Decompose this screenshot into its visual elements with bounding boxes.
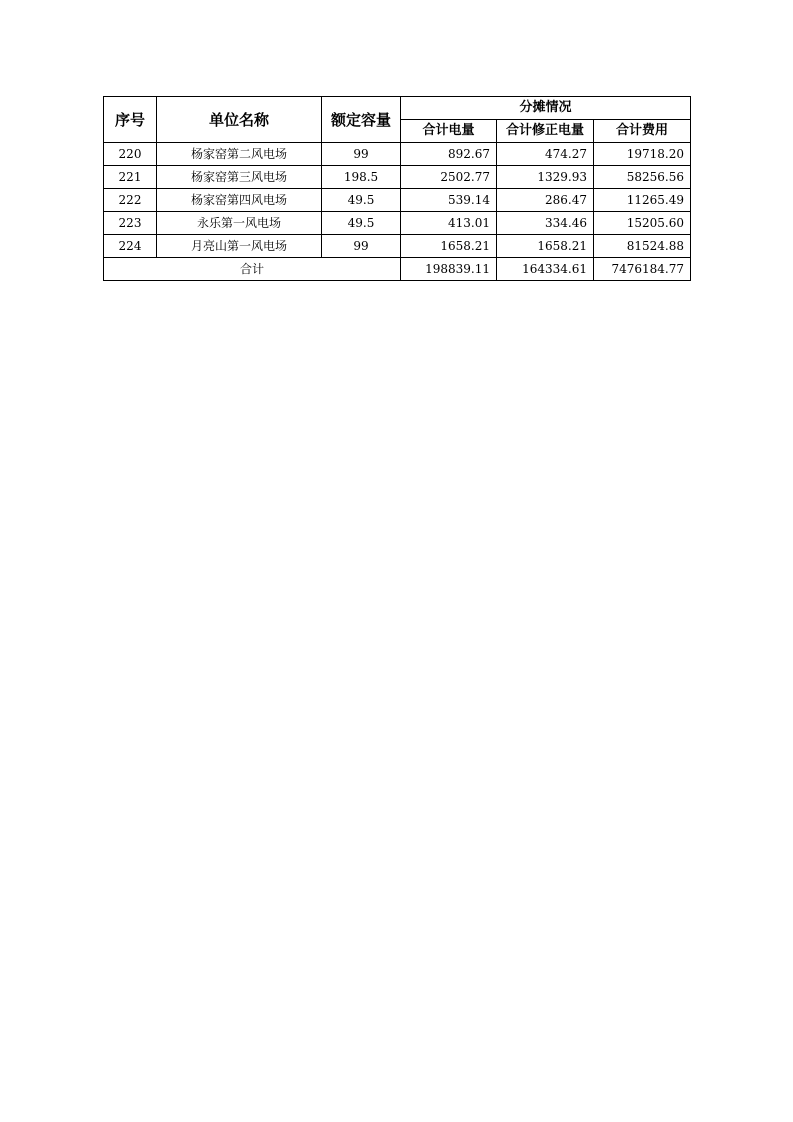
cell-capacity: 49.5 — [322, 189, 401, 212]
cell-total-energy: 2502.77 — [401, 166, 497, 189]
cell-total-energy: 413.01 — [401, 212, 497, 235]
cell-total-cost: 81524.88 — [594, 235, 691, 258]
table-row — [104, 189, 691, 212]
total-corrected-energy: 164334.61 — [497, 258, 594, 281]
table-row — [104, 166, 691, 189]
cell-capacity: 99 — [322, 143, 401, 166]
cell-total-energy: 539.14 — [401, 189, 497, 212]
cell-total-cost: 19718.20 — [594, 143, 691, 166]
cell-unit-name: 杨家窑第四风电场 — [157, 189, 322, 212]
total-row — [104, 258, 691, 281]
total-label: 合计 — [104, 258, 401, 281]
cell-total-cost: 15205.60 — [594, 212, 691, 235]
header-seq: 序号 — [104, 97, 157, 143]
cell-total-corrected-energy: 286.47 — [497, 189, 594, 212]
cell-seq: 220 — [104, 143, 157, 166]
cell-unit-name: 杨家窑第三风电场 — [157, 166, 322, 189]
cell-total-energy: 1658.21 — [401, 235, 497, 258]
cell-total-corrected-energy: 474.27 — [497, 143, 594, 166]
table-row — [104, 235, 691, 258]
cell-capacity: 99 — [322, 235, 401, 258]
header-total-energy: 合计电量 — [401, 120, 497, 143]
cell-unit-name: 永乐第一风电场 — [157, 212, 322, 235]
cell-total-energy: 892.67 — [401, 143, 497, 166]
cell-seq: 221 — [104, 166, 157, 189]
cell-seq: 224 — [104, 235, 157, 258]
cell-capacity: 49.5 — [322, 212, 401, 235]
table-row — [104, 212, 691, 235]
header-total-corrected-energy: 合计修正电量 — [497, 120, 594, 143]
total-energy: 198839.11 — [401, 258, 497, 281]
total-cost: 7476184.77 — [594, 258, 691, 281]
cell-total-corrected-energy: 1329.93 — [497, 166, 594, 189]
cell-unit-name: 杨家窑第二风电场 — [157, 143, 322, 166]
header-allocation-group: 分摊情况 — [401, 97, 691, 120]
allocation-table — [103, 96, 691, 281]
header-total-cost: 合计费用 — [594, 120, 691, 143]
cell-unit-name: 月亮山第一风电场 — [157, 235, 322, 258]
header-unit-name: 单位名称 — [157, 97, 322, 143]
cell-seq: 223 — [104, 212, 157, 235]
cell-total-cost: 11265.49 — [594, 189, 691, 212]
cell-total-corrected-energy: 334.46 — [497, 212, 594, 235]
table-row — [104, 143, 691, 166]
cell-seq: 222 — [104, 189, 157, 212]
cell-total-cost: 58256.56 — [594, 166, 691, 189]
header-row-1 — [104, 97, 691, 120]
header-rated-capacity: 额定容量 — [322, 97, 401, 143]
cell-capacity: 198.5 — [322, 166, 401, 189]
cell-total-corrected-energy: 1658.21 — [497, 235, 594, 258]
